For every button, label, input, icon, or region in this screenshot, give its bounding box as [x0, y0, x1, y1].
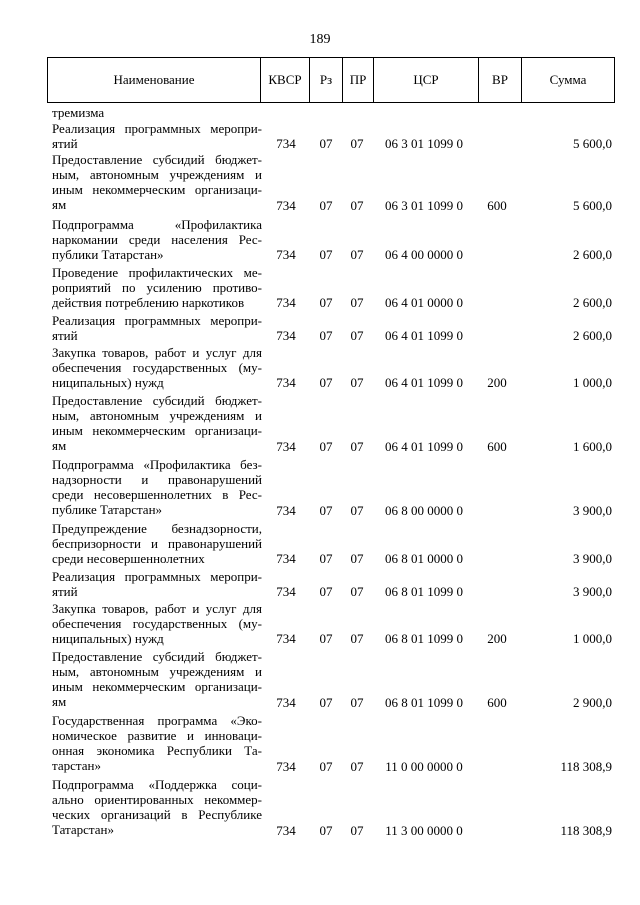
cell-rz: 07 [319, 502, 333, 518]
row-name-line: тарстан» [52, 758, 101, 773]
cell-pr: 07 [350, 295, 364, 311]
table-row [0, 713, 640, 774]
page-number: 189 [309, 32, 331, 47]
cell-csr: 06 8 01 1099 0 [385, 584, 463, 600]
table-row [0, 313, 640, 343]
cell-rz: 07 [319, 295, 333, 311]
cell-rz: 07 [319, 375, 333, 391]
row-name-line: онная экономика Республики Та- [52, 743, 262, 758]
table-row [0, 265, 640, 311]
cell-sum: 118 308,9 [560, 758, 612, 774]
row-name-line: иным некоммерческим организаци- [52, 182, 262, 197]
row-name [52, 777, 262, 837]
cell-sum: 2 600,0 [573, 328, 612, 344]
cell-sum: 1 000,0 [573, 375, 612, 391]
row-name-line: ям [52, 694, 67, 709]
header-vr: ВР [479, 58, 522, 103]
row-name-line: ниципальных) нужд [52, 631, 164, 646]
cell-csr: 06 3 01 1099 0 [385, 197, 463, 213]
header-rz: Рз [310, 58, 343, 103]
row-name-line: обеспечения государственных (му- [52, 360, 262, 375]
cell-kvsr: 734 [276, 375, 296, 391]
cell-csr: 06 3 01 1099 0 [385, 136, 463, 152]
cell-rz: 07 [319, 758, 333, 774]
row-name-line: среди несовершеннолетних в Рес- [52, 487, 262, 502]
cell-pr: 07 [350, 197, 364, 213]
cell-csr: 06 8 00 0000 0 [385, 502, 463, 518]
cell-pr: 07 [350, 822, 364, 838]
row-name-line: ятий [52, 328, 78, 343]
table-row [0, 777, 640, 838]
table-row [0, 649, 640, 710]
cell-sum: 2 600,0 [573, 247, 612, 263]
cell-vr: 200 [487, 375, 507, 391]
row-name-line: действия потреблению наркотиков [52, 295, 245, 310]
cell-csr: 06 8 01 1099 0 [385, 694, 463, 710]
cell-vr: 600 [487, 438, 507, 454]
cell-csr: 06 4 01 1099 0 [385, 438, 463, 454]
row-name-line: Реализация программных меропри- [52, 569, 262, 584]
cell-pr: 07 [350, 758, 364, 774]
row-name-line: ям [52, 438, 67, 453]
table-row [0, 521, 640, 567]
row-name-line: Предупреждение безнадзорности, [52, 521, 262, 536]
cell-rz: 07 [319, 694, 333, 710]
row-name-line: номическое развитие и инноваци- [52, 728, 262, 743]
row-name-line: среди несовершеннолетних [52, 551, 205, 566]
cell-kvsr: 734 [276, 502, 296, 518]
cell-csr: 06 8 01 0000 0 [385, 551, 463, 567]
cell-sum: 3 900,0 [573, 502, 612, 518]
row-name-line: Реализация программных меропри- [52, 313, 262, 328]
row-name-line: ятий [52, 136, 78, 151]
row-name-line: Закупка товаров, работ и услуг для [52, 601, 262, 616]
cell-kvsr: 734 [276, 694, 296, 710]
cell-csr: 06 4 01 1099 0 [385, 375, 463, 391]
table-row [0, 601, 640, 647]
cell-sum: 1 600,0 [573, 438, 612, 454]
row-name-line: наркомании среди населения Рес- [52, 232, 262, 247]
row-name-line: ческих организаций в Республике [52, 807, 262, 822]
cell-sum: 2 600,0 [573, 295, 612, 311]
cell-rz: 07 [319, 822, 333, 838]
cell-kvsr: 734 [276, 136, 296, 152]
row-name-line: ниципальных) нужд [52, 375, 164, 390]
table-row [0, 105, 640, 120]
cell-csr: 11 0 00 0000 0 [385, 758, 463, 774]
row-name [52, 457, 262, 517]
cell-kvsr: 734 [276, 584, 296, 600]
cell-sum: 1 000,0 [573, 631, 612, 647]
row-name [52, 152, 262, 212]
row-name-line: ятий [52, 584, 78, 599]
cell-csr: 06 4 01 0000 0 [385, 295, 463, 311]
cell-vr: 600 [487, 197, 507, 213]
table-row [0, 569, 640, 599]
row-name-line: беспризорности и правонарушений [52, 536, 262, 551]
row-name-line: Предоставление субсидий бюджет- [52, 649, 262, 664]
row-name-line: ям [52, 197, 67, 212]
row-name-line: Татарстан» [52, 822, 114, 837]
row-name-line: Реализация программных меропри- [52, 121, 262, 136]
cell-sum: 118 308,9 [560, 822, 612, 838]
cell-kvsr: 734 [276, 247, 296, 263]
cell-pr: 07 [350, 694, 364, 710]
row-name [52, 105, 262, 120]
cell-rz: 07 [319, 631, 333, 647]
row-name-line: Предоставление субсидий бюджет- [52, 152, 262, 167]
cell-csr: 06 4 00 0000 0 [385, 247, 463, 263]
cell-rz: 07 [319, 247, 333, 263]
cell-sum: 3 900,0 [573, 551, 612, 567]
cell-pr: 07 [350, 631, 364, 647]
table-row [0, 152, 640, 213]
row-name-line: роприятий по усилению противо- [52, 280, 262, 295]
row-name [52, 345, 262, 390]
cell-kvsr: 734 [276, 758, 296, 774]
cell-pr: 07 [350, 502, 364, 518]
row-name-line: публике Татарстан» [52, 502, 163, 517]
table-row [0, 393, 640, 454]
row-name-line: иным некоммерческим организаци- [52, 423, 262, 438]
row-name [52, 313, 262, 343]
row-name-line: Подпрограмма «Профилактика без- [52, 457, 262, 472]
cell-rz: 07 [319, 584, 333, 600]
cell-pr: 07 [350, 328, 364, 344]
table-row [0, 217, 640, 263]
row-name [52, 569, 262, 599]
cell-sum: 2 900,0 [573, 694, 612, 710]
header-csr: ЦСР [374, 58, 479, 103]
row-name-line: Подпрограмма «Профилактика [52, 217, 262, 232]
row-name-line: Предоставление субсидий бюджет- [52, 393, 262, 408]
cell-vr: 200 [487, 631, 507, 647]
row-name-line: Закупка товаров, работ и услуг для [52, 345, 262, 360]
header-name: Наименование [48, 58, 261, 103]
row-name-line: иным некоммерческим организаци- [52, 679, 262, 694]
cell-kvsr: 734 [276, 438, 296, 454]
row-name [52, 601, 262, 646]
row-name-line: надзорности и правонарушений [52, 472, 262, 487]
cell-pr: 07 [350, 584, 364, 600]
cell-kvsr: 734 [276, 197, 296, 213]
row-name-line: Государственная программа «Эко- [52, 713, 262, 728]
row-name [52, 393, 262, 453]
row-name [52, 265, 262, 310]
header-sum: Сумма [522, 58, 615, 103]
row-name [52, 649, 262, 709]
header-pr: ПР [343, 58, 374, 103]
cell-pr: 07 [350, 551, 364, 567]
row-name [52, 521, 262, 566]
cell-rz: 07 [319, 328, 333, 344]
row-name [52, 121, 262, 151]
cell-pr: 07 [350, 136, 364, 152]
table-row [0, 121, 640, 151]
cell-kvsr: 734 [276, 295, 296, 311]
cell-pr: 07 [350, 247, 364, 263]
cell-rz: 07 [319, 197, 333, 213]
table-row [0, 345, 640, 391]
table-row [0, 457, 640, 518]
row-name [52, 713, 262, 773]
row-name-line: ально ориентированных некоммер- [52, 792, 262, 807]
row-name-line: ным, автономным учреждениям и [52, 167, 262, 182]
cell-rz: 07 [319, 551, 333, 567]
table-header [47, 57, 615, 103]
row-name-line: обеспечения государственных (му- [52, 616, 262, 631]
cell-sum: 5 600,0 [573, 136, 612, 152]
header-kvsr: КВСР [261, 58, 310, 103]
cell-kvsr: 734 [276, 631, 296, 647]
row-name-line: тремизма [52, 105, 105, 120]
cell-pr: 07 [350, 438, 364, 454]
cell-sum: 3 900,0 [573, 584, 612, 600]
row-name-line: ным, автономным учреждениям и [52, 664, 262, 679]
cell-rz: 07 [319, 438, 333, 454]
row-name-line: Проведение профилактических ме- [52, 265, 262, 280]
row-name-line: Подпрограмма «Поддержка соци- [52, 777, 262, 792]
cell-kvsr: 734 [276, 822, 296, 838]
cell-kvsr: 734 [276, 328, 296, 344]
row-name-line: ным, автономным учреждениям и [52, 408, 262, 423]
cell-rz: 07 [319, 136, 333, 152]
cell-pr: 07 [350, 375, 364, 391]
cell-csr: 06 4 01 1099 0 [385, 328, 463, 344]
cell-sum: 5 600,0 [573, 197, 612, 213]
row-name-line: публики Татарстан» [52, 247, 164, 262]
cell-csr: 06 8 01 1099 0 [385, 631, 463, 647]
cell-vr: 600 [487, 694, 507, 710]
cell-kvsr: 734 [276, 551, 296, 567]
row-name [52, 217, 262, 262]
cell-csr: 11 3 00 0000 0 [385, 822, 463, 838]
